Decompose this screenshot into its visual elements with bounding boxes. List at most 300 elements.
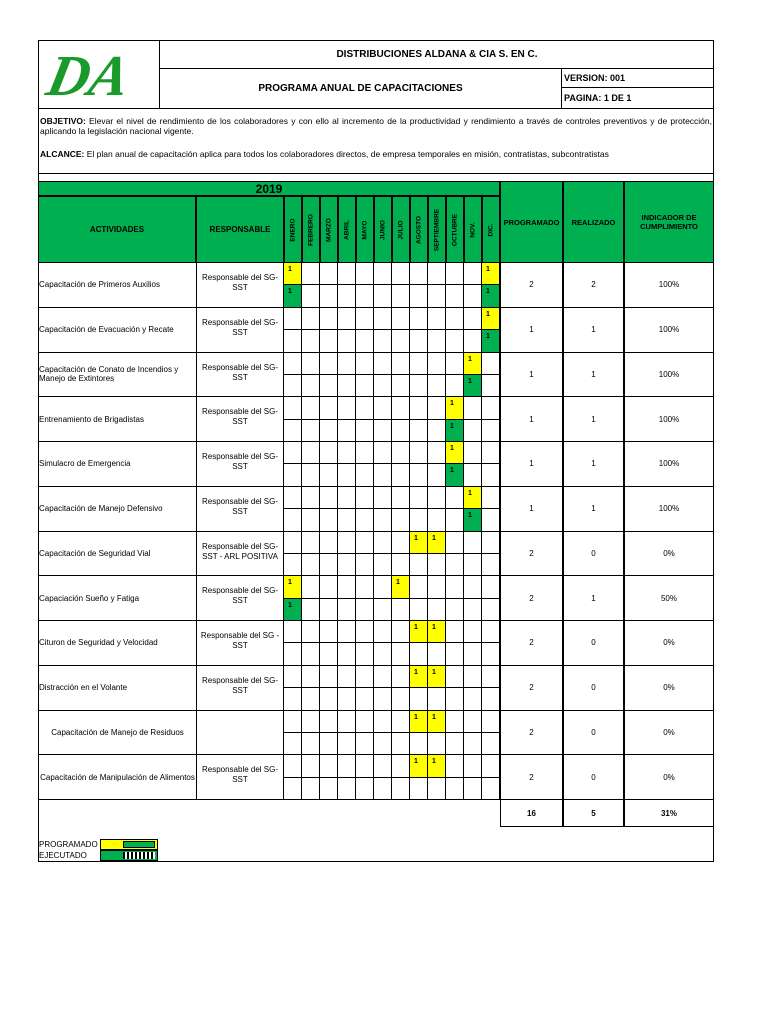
mark-value: 1 <box>288 288 292 296</box>
schedule-cell <box>338 599 356 621</box>
schedule-cell <box>428 487 446 509</box>
activity-cell: Entrenamiento de Brigadistas <box>38 397 196 442</box>
activity-cell: Capacitación de Manejo Defensivo <box>38 487 196 532</box>
schedule-cell <box>428 643 446 665</box>
month-header <box>338 196 356 263</box>
schedule-cell <box>302 308 320 330</box>
realized-cell: 1 <box>563 308 624 353</box>
executed-mark <box>482 330 500 352</box>
responsible-cell: Responsable del SG-SST <box>196 576 284 621</box>
schedule-cell <box>320 464 338 486</box>
schedule-cell <box>356 778 374 800</box>
schedule-cell <box>446 576 464 598</box>
schedule-cell <box>428 308 446 330</box>
total-programmed: 16 <box>500 800 563 827</box>
month-header <box>284 196 302 263</box>
schedule-cell <box>392 509 410 531</box>
schedule-cell <box>482 643 500 665</box>
schedule-cell <box>446 554 464 576</box>
schedule-cell <box>410 420 428 442</box>
objective-label: OBJETIVO: <box>40 116 86 126</box>
mark-value: 1 <box>414 624 418 631</box>
schedule-cell <box>284 621 302 643</box>
schedule-cell <box>284 353 302 375</box>
schedule-cell <box>284 666 302 688</box>
activity-cell: Capacitación de Primeros Auxilios <box>38 263 196 308</box>
programmed-cell: 1 <box>500 487 563 532</box>
schedule-cell <box>302 263 320 285</box>
scope-body: El plan anual de capacitación aplica para todos los colaboradores directos, de empresa temporales en misión, contratistas, subcontratistas <box>84 149 609 159</box>
schedule-cell <box>428 733 446 755</box>
schedule-cell <box>392 688 410 710</box>
schedule-cell <box>428 420 446 442</box>
schedule-cell <box>356 397 374 419</box>
activity-cell: Capaciación Sueño y Fatiga <box>38 576 196 621</box>
month-label: MARZO <box>325 217 333 242</box>
schedule-cell <box>428 509 446 531</box>
indicator-cell: 0% <box>624 666 714 711</box>
mark-value: 1 <box>486 333 490 341</box>
mark-value: 1 <box>432 713 436 721</box>
indicator-cell: 100% <box>624 353 714 398</box>
month-label: FEBRERO <box>307 213 315 246</box>
month-label: DIC. <box>487 223 495 236</box>
realized-header: REALIZADO <box>563 181 624 263</box>
schedule-cell <box>446 778 464 800</box>
schedule-cell <box>320 487 338 509</box>
schedule-cell <box>320 532 338 554</box>
schedule-cell <box>428 442 446 464</box>
schedule-cell <box>482 755 500 777</box>
schedule-cell <box>374 487 392 509</box>
schedule-cell <box>338 308 356 330</box>
schedule-cell <box>302 733 320 755</box>
schedule-cell <box>302 621 320 643</box>
schedule-cell <box>392 285 410 307</box>
schedule-cell <box>356 711 374 733</box>
schedule-cell <box>356 666 374 688</box>
schedule-cell <box>410 442 428 464</box>
schedule-cell <box>464 330 482 352</box>
schedule-cell <box>464 576 482 598</box>
schedule-cell <box>284 643 302 665</box>
schedule-cell <box>446 330 464 352</box>
schedule-cell <box>338 554 356 576</box>
schedule-cell <box>464 643 482 665</box>
schedule-cell <box>338 397 356 419</box>
schedule-cell <box>374 353 392 375</box>
schedule-cell <box>338 487 356 509</box>
header-divider <box>38 108 714 109</box>
responsible-header: RESPONSABLE <box>196 196 284 263</box>
schedule-cell <box>392 442 410 464</box>
programmed-mark <box>410 666 428 688</box>
schedule-cell <box>338 420 356 442</box>
total-indicator: 31% <box>624 800 714 827</box>
month-header <box>410 196 428 263</box>
programmed-mark <box>428 711 446 733</box>
realized-cell: 1 <box>563 442 624 487</box>
schedule-cell <box>410 643 428 665</box>
page-number: PAGINA: 1 DE 1 <box>564 93 632 103</box>
mark-value: 1 <box>432 624 436 631</box>
schedule-cell <box>356 509 374 531</box>
schedule-cell <box>374 688 392 710</box>
indicator-cell: 0% <box>624 532 714 577</box>
schedule-cell <box>482 688 500 710</box>
month-label: JUNIO <box>379 219 387 240</box>
company-name: DISTRIBUCIONES ALDANA & CIA S. EN C. <box>160 40 714 69</box>
activity-cell: Capacitación de Manipulación de Alimentos <box>38 755 196 800</box>
schedule-cell <box>356 755 374 777</box>
programmed-mark <box>446 397 464 419</box>
schedule-cell <box>392 666 410 688</box>
schedule-cell <box>482 442 500 464</box>
schedule-cell <box>464 621 482 643</box>
schedule-cell <box>446 643 464 665</box>
schedule-cell <box>320 353 338 375</box>
schedule-cell <box>482 397 500 419</box>
schedule-cell <box>392 375 410 397</box>
mark-value: 1 <box>486 288 490 296</box>
programmed-mark <box>428 532 446 554</box>
mark-value: 1 <box>414 534 418 542</box>
schedule-cell <box>464 711 482 733</box>
schedule-cell <box>338 330 356 352</box>
executed-mark <box>482 285 500 307</box>
mark-value: 1 <box>432 758 436 766</box>
schedule-cell <box>374 599 392 621</box>
schedule-cell <box>356 576 374 598</box>
schedule-cell <box>356 464 374 486</box>
programmed-cell: 2 <box>500 755 563 800</box>
schedule-cell <box>392 599 410 621</box>
schedule-cell <box>302 330 320 352</box>
responsible-cell: Responsable del SG-SST <box>196 487 284 532</box>
schedule-cell <box>410 308 428 330</box>
schedule-cell <box>320 733 338 755</box>
mark-value: 1 <box>450 422 454 430</box>
schedule-cell <box>338 755 356 777</box>
programmed-cell: 2 <box>500 576 563 621</box>
schedule-cell <box>410 778 428 800</box>
responsible-cell: Responsable del SG -SST <box>196 621 284 666</box>
programmed-mark <box>284 576 302 598</box>
programmed-mark <box>428 755 446 777</box>
programmed-header: PROGRAMADO <box>500 181 563 263</box>
month-label: OCTUBRE <box>451 213 459 246</box>
schedule-cell <box>338 509 356 531</box>
schedule-cell <box>338 532 356 554</box>
realized-cell: 1 <box>563 576 624 621</box>
indicator-cell: 100% <box>624 308 714 353</box>
programmed-cell: 2 <box>500 711 563 756</box>
schedule-cell <box>302 666 320 688</box>
schedule-cell <box>302 576 320 598</box>
responsible-cell: Responsable del SG-SST <box>196 353 284 398</box>
schedule-cell <box>284 711 302 733</box>
schedule-cell <box>464 397 482 419</box>
schedule-cell <box>320 778 338 800</box>
month-header <box>446 196 464 263</box>
schedule-cell <box>374 666 392 688</box>
programmed-cell: 1 <box>500 353 563 398</box>
month-header <box>464 196 482 263</box>
realized-cell: 0 <box>563 755 624 800</box>
schedule-cell <box>374 397 392 419</box>
activity-cell: Capacitación de Conato de Incendios y Manejo de Extintores <box>38 353 196 398</box>
realized-cell: 0 <box>563 666 624 711</box>
month-header <box>320 196 338 263</box>
schedule-cell <box>338 666 356 688</box>
schedule-cell <box>356 643 374 665</box>
schedule-cell <box>446 509 464 531</box>
document-title: PROGRAMA ANUAL DE CAPACITACIONES <box>160 69 562 108</box>
schedule-cell <box>338 353 356 375</box>
schedule-cell <box>374 643 392 665</box>
programmed-cell: 1 <box>500 308 563 353</box>
mark-value: 1 <box>414 713 418 721</box>
month-label: AGOSTO <box>415 215 423 244</box>
schedule-cell <box>464 285 482 307</box>
schedule-cell <box>374 464 392 486</box>
schedule-cell <box>464 688 482 710</box>
schedule-cell <box>392 308 410 330</box>
month-header <box>374 196 392 263</box>
schedule-cell <box>356 420 374 442</box>
schedule-cell <box>374 263 392 285</box>
programmed-cell: 2 <box>500 666 563 711</box>
programmed-cell: 2 <box>500 532 563 577</box>
schedule-cell <box>392 778 410 800</box>
mark-value: 1 <box>432 534 436 542</box>
schedule-cell <box>410 375 428 397</box>
schedule-cell <box>320 755 338 777</box>
month-header <box>302 196 320 263</box>
realized-cell: 2 <box>563 263 624 308</box>
schedule-cell <box>428 554 446 576</box>
schedule-cell <box>482 509 500 531</box>
schedule-cell <box>392 420 410 442</box>
schedule-cell <box>302 688 320 710</box>
schedule-cell <box>374 733 392 755</box>
schedule-cell <box>464 442 482 464</box>
schedule-cell <box>356 621 374 643</box>
schedule-cell <box>302 532 320 554</box>
schedule-cell <box>338 711 356 733</box>
programmed-mark <box>464 353 482 375</box>
mark-value: 1 <box>288 579 292 587</box>
schedule-cell <box>302 599 320 621</box>
schedule-cell <box>320 442 338 464</box>
schedule-cell <box>356 442 374 464</box>
schedule-cell <box>302 442 320 464</box>
schedule-cell <box>464 464 482 486</box>
realized-cell: 0 <box>563 532 624 577</box>
programmed-mark <box>284 263 302 285</box>
schedule-cell <box>356 688 374 710</box>
schedule-cell <box>374 285 392 307</box>
scope-text <box>40 149 712 159</box>
schedule-cell <box>284 554 302 576</box>
schedule-cell <box>320 643 338 665</box>
mark-value: 1 <box>468 512 472 520</box>
schedule-cell <box>482 532 500 554</box>
schedule-cell <box>446 375 464 397</box>
schedule-cell <box>428 285 446 307</box>
schedule-cell <box>464 755 482 777</box>
schedule-cell <box>338 576 356 598</box>
schedule-cell <box>446 755 464 777</box>
schedule-cell <box>320 263 338 285</box>
schedule-cell <box>338 375 356 397</box>
activity-cell: Capacitación de Seguridad Vial <box>38 532 196 577</box>
executed-mark <box>446 464 464 486</box>
schedule-cell <box>428 263 446 285</box>
responsible-cell: Responsable del SG-SST <box>196 755 284 800</box>
schedule-cell <box>302 755 320 777</box>
schedule-cell <box>356 487 374 509</box>
schedule-cell <box>482 353 500 375</box>
activity-cell: Cituron de Seguridad y Velocidad <box>38 621 196 666</box>
schedule-cell <box>284 733 302 755</box>
schedule-cell <box>284 330 302 352</box>
responsible-cell <box>196 711 284 756</box>
responsible-cell: Responsable del SG-SST <box>196 442 284 487</box>
schedule-cell <box>464 666 482 688</box>
schedule-cell <box>428 688 446 710</box>
schedule-cell <box>392 487 410 509</box>
responsible-cell: Responsable del SG-SST <box>196 397 284 442</box>
schedule-cell <box>446 733 464 755</box>
schedule-cell <box>302 509 320 531</box>
schedule-cell <box>302 711 320 733</box>
schedule-cell <box>302 397 320 419</box>
schedule-cell <box>302 353 320 375</box>
month-header <box>392 196 410 263</box>
programmed-mark <box>410 532 428 554</box>
schedule-cell <box>374 420 392 442</box>
schedule-cell <box>356 375 374 397</box>
schedule-cell <box>392 621 410 643</box>
document-version: VERSION: 001 <box>562 69 714 88</box>
schedule-cell <box>356 263 374 285</box>
schedule-cell <box>482 487 500 509</box>
programmed-mark <box>410 755 428 777</box>
schedule-cell <box>338 285 356 307</box>
realized-cell: 1 <box>563 487 624 532</box>
schedule-cell <box>446 621 464 643</box>
schedule-cell <box>464 599 482 621</box>
schedule-cell <box>374 330 392 352</box>
scope-label: ALCANCE: <box>40 149 85 159</box>
schedule-cell <box>284 509 302 531</box>
mark-value: 1 <box>288 266 292 273</box>
schedule-cell <box>320 308 338 330</box>
schedule-cell <box>410 353 428 375</box>
programmed-cell: 2 <box>500 263 563 308</box>
company-logo <box>38 40 160 108</box>
schedule-cell <box>446 487 464 509</box>
schedule-cell <box>284 778 302 800</box>
schedule-cell <box>410 576 428 598</box>
mark-value: 1 <box>468 489 472 497</box>
mark-value: 1 <box>414 758 418 766</box>
schedule-cell <box>428 576 446 598</box>
schedule-cell <box>320 711 338 733</box>
schedule-cell <box>410 554 428 576</box>
month-label: SEPTIEMBRE <box>433 208 441 251</box>
schedule-cell <box>410 330 428 352</box>
mark-value: 1 <box>450 467 454 475</box>
schedule-cell <box>374 755 392 777</box>
schedule-cell <box>284 397 302 419</box>
schedule-cell <box>464 263 482 285</box>
month-header <box>356 196 374 263</box>
mark-value: 1 <box>450 400 454 408</box>
programmed-mark <box>464 487 482 509</box>
programmed-mark <box>482 263 500 285</box>
legend-executed-label: EJECUTADO <box>39 851 87 860</box>
schedule-cell <box>428 464 446 486</box>
schedule-cell <box>356 330 374 352</box>
schedule-cell <box>338 263 356 285</box>
programmed-mark <box>410 711 428 733</box>
indicator-cell: 0% <box>624 621 714 666</box>
schedule-cell <box>410 688 428 710</box>
schedule-cell <box>356 285 374 307</box>
schedule-cell <box>392 711 410 733</box>
indicator-cell: 0% <box>624 711 714 756</box>
schedule-cell <box>482 666 500 688</box>
indicator-cell: 100% <box>624 397 714 442</box>
indicator-cell: 0% <box>624 755 714 800</box>
schedule-cell <box>374 554 392 576</box>
schedule-cell <box>284 308 302 330</box>
schedule-cell <box>320 666 338 688</box>
activity-cell: Distracción en el Volante <box>38 666 196 711</box>
schedule-cell <box>482 420 500 442</box>
executed-mark <box>446 420 464 442</box>
schedule-cell <box>428 599 446 621</box>
month-label: JULIO <box>397 219 405 240</box>
schedule-cell <box>464 554 482 576</box>
legend-programmed-label: PROGRAMADO <box>39 840 98 849</box>
realized-cell: 0 <box>563 621 624 666</box>
month-label: ENERO <box>289 217 297 242</box>
legend-programmed-swatch <box>100 839 158 850</box>
programmed-mark <box>446 442 464 464</box>
schedule-cell <box>374 532 392 554</box>
programmed-cell: 1 <box>500 442 563 487</box>
objective-body: Elevar el nivel de rendimiento de los colaboradores y con ello al incremento de la productividad y rendimiento a través de controles preventivos y de protección, aplicando la legislación nacional vigente. <box>40 116 712 136</box>
schedule-cell <box>302 554 320 576</box>
schedule-cell <box>320 285 338 307</box>
responsible-cell: Responsable del SG-SST <box>196 308 284 353</box>
schedule-cell <box>302 487 320 509</box>
schedule-cell <box>446 532 464 554</box>
responsible-cell: Responsable del SG-SST - ARL POSITIVA <box>196 532 284 577</box>
programmed-mark <box>410 621 428 643</box>
schedule-cell <box>374 778 392 800</box>
schedule-cell <box>320 397 338 419</box>
schedule-cell <box>446 711 464 733</box>
schedule-cell <box>320 375 338 397</box>
mark-value: 1 <box>288 601 292 609</box>
schedule-cell <box>320 330 338 352</box>
objective-text <box>40 116 712 136</box>
schedule-cell <box>356 532 374 554</box>
